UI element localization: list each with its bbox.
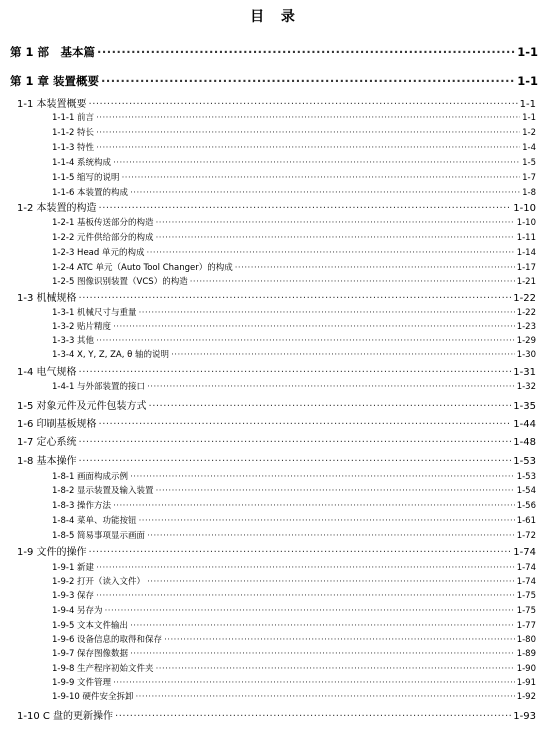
toc-label: 1-1-2 特长: [52, 128, 95, 138]
leader-dots: [99, 419, 512, 430]
leader-dots: [105, 606, 515, 616]
toc-page: 1-22: [513, 293, 536, 304]
leader-dots: [147, 531, 515, 541]
toc-label: 1-1-3 特性: [52, 143, 95, 153]
toc-page: 1-23: [516, 322, 536, 332]
toc-subsection[interactable]: [52, 575, 536, 587]
toc-label: 1-8-3 操作方法: [52, 501, 112, 511]
toc-subsection[interactable]: [52, 633, 536, 645]
toc-label: 1-9-5 文本文件输出: [52, 621, 129, 631]
toc-page: 1-10: [513, 203, 536, 214]
leader-dots: [96, 563, 515, 573]
toc-page: 1-48: [513, 437, 536, 448]
toc-subsection[interactable]: [52, 690, 536, 702]
toc-label: 1-2 本装置的构造: [17, 203, 97, 214]
toc-subsection[interactable]: [52, 662, 536, 674]
toc-page: 1-17: [516, 263, 536, 273]
toc-page: 1-1: [519, 99, 536, 110]
leader-dots: [147, 382, 515, 392]
toc-page: 1-32: [516, 382, 536, 392]
toc-page: 1-1: [517, 74, 538, 88]
toc-label: 1-3-3 其他: [52, 336, 95, 346]
toc-label: 1-3 机械规格: [17, 293, 77, 304]
toc-section[interactable]: [17, 95, 536, 110]
toc-section[interactable]: [17, 397, 536, 412]
toc-subsection[interactable]: [52, 647, 536, 659]
toc-page: 1-22: [516, 308, 536, 318]
toc-label: 1-8 基本操作: [17, 456, 77, 467]
toc-page: 1-75: [516, 591, 536, 601]
toc-page: 1-29: [516, 336, 536, 346]
toc-section[interactable]: [17, 199, 536, 214]
toc-label: 1-1-5 缩写的说明: [52, 173, 120, 183]
toc-label: 1-7 定心系统: [17, 437, 77, 448]
toc-page: 1-80: [516, 635, 536, 645]
toc-label: 第 1 章 装置概要: [10, 74, 100, 88]
leader-dots: [79, 437, 512, 448]
leader-dots: [113, 158, 520, 168]
toc-label: 1-9-4 另存为: [52, 606, 103, 616]
toc-label: 1-9-2 打开（读入文件）: [52, 577, 146, 587]
toc-label: 1-2-5 图像识别装置（VCS）的构造: [52, 277, 188, 287]
toc-subsection[interactable]: [52, 306, 536, 318]
toc-subsection[interactable]: [52, 171, 536, 183]
toc-label: 1-2-3 Head 单元的构成: [52, 248, 145, 258]
toc-page: 1-35: [513, 401, 536, 412]
toc-label: 1-1-6 本装置的构成: [52, 188, 129, 198]
toc-subsection[interactable]: [52, 186, 536, 198]
toc-subsection[interactable]: [52, 156, 536, 168]
toc-label: 1-10 C 盘的更新操作: [17, 711, 114, 722]
toc-subsection[interactable]: [52, 348, 536, 360]
toc-page: 1-14: [516, 248, 536, 258]
toc-subsection[interactable]: [52, 484, 536, 496]
leader-dots: [99, 203, 512, 214]
toc-section[interactable]: [17, 452, 536, 467]
toc-page: 1-21: [516, 277, 536, 287]
toc-label: 1-1-1 前言: [52, 113, 95, 123]
leader-dots: [130, 621, 515, 631]
toc-label: 1-2-2 元件供给部分的构成: [52, 233, 154, 243]
toc-subsection[interactable]: [52, 380, 536, 392]
toc-subsection[interactable]: [52, 514, 536, 526]
toc-subsection[interactable]: [52, 334, 536, 346]
toc-page: 1-75: [516, 606, 536, 616]
leader-dots: [89, 99, 518, 110]
toc-page: 1-54: [516, 486, 536, 496]
toc-page: 1-7: [522, 173, 536, 183]
leader-dots: [130, 188, 520, 198]
leader-dots: [79, 456, 512, 467]
toc-subsection[interactable]: [52, 111, 536, 123]
toc-subsection[interactable]: [52, 231, 536, 243]
toc-label: 1-6 印刷基板规格: [17, 419, 97, 430]
leader-dots: [190, 277, 515, 287]
toc-label: 1-1 本装置概要: [17, 99, 87, 110]
toc-label: 1-5 对象元件及元件包装方式: [17, 401, 147, 412]
toc-subsection[interactable]: [52, 275, 536, 287]
toc-label: 1-8-1 画面构成示例: [52, 472, 129, 482]
leader-dots: [96, 113, 520, 123]
leader-dots: [96, 143, 520, 153]
leader-dots: [113, 501, 515, 511]
toc-subsection[interactable]: [52, 604, 536, 616]
leader-dots: [113, 322, 515, 332]
toc-subsection[interactable]: [52, 676, 536, 688]
leader-dots: [156, 218, 515, 228]
toc-part-1[interactable]: [10, 44, 538, 60]
leader-dots: [156, 486, 515, 496]
toc-subsection[interactable]: [52, 589, 536, 601]
toc-page: 1-53: [513, 456, 536, 467]
toc-subsection[interactable]: [52, 216, 536, 228]
leader-dots: [235, 263, 515, 273]
toc-label: 1-8-4 菜单、功能按钮: [52, 516, 137, 526]
toc-page: 1-4: [522, 143, 536, 153]
toc-page: 1-44: [513, 419, 536, 430]
toc-page: 1-72: [516, 531, 536, 541]
toc-page: 1-74: [513, 547, 536, 558]
toc-label: 1-3-2 贴片精度: [52, 322, 112, 332]
toc-page: 1-74: [516, 563, 536, 573]
toc-label: 1-2-1 基板传送部分的构造: [52, 218, 154, 228]
toc-label: 1-9 文件的操作: [17, 547, 87, 558]
toc-section[interactable]: [17, 363, 536, 378]
toc-page: 1-1: [522, 113, 536, 123]
toc-section[interactable]: [17, 543, 536, 558]
toc-subsection[interactable]: [52, 619, 536, 631]
toc-label: 1-1-4 系统构成: [52, 158, 112, 168]
toc-label: 1-9-9 文件管理: [52, 678, 112, 688]
leader-dots: [122, 173, 521, 183]
leader-dots: [164, 635, 515, 645]
toc-subsection[interactable]: [52, 141, 536, 153]
toc-label: 1-2-4 ATC 单元（Auto Tool Changer）的构成: [52, 263, 233, 273]
toc-page: 1-74: [516, 577, 536, 587]
toc-label: 1-9-8 生产程序初始文件夹: [52, 664, 154, 674]
leader-dots: [89, 547, 512, 558]
leader-dots: [130, 472, 515, 482]
leader-dots: [115, 711, 511, 722]
toc-page: 1-31: [513, 367, 536, 378]
toc-page: 1-2: [522, 128, 536, 138]
toc-chapter-1[interactable]: [10, 73, 538, 89]
toc-label: 1-9-10 硬件安全拆卸: [52, 692, 134, 702]
toc-subsection[interactable]: [52, 499, 536, 511]
toc-subsection[interactable]: [52, 529, 536, 541]
toc-label: 1-9-6 设备信息的取得和保存: [52, 635, 163, 645]
toc-page: 1-10: [516, 218, 536, 228]
toc-section[interactable]: [17, 707, 536, 722]
leader-dots: [156, 233, 515, 243]
toc-page: 1-91: [516, 678, 536, 688]
leader-dots: [171, 350, 515, 360]
leader-dots: [113, 678, 515, 688]
toc-label: 1-9-1 新建: [52, 563, 95, 573]
leader-dots: [139, 308, 515, 318]
toc-page: 1-77: [516, 621, 536, 631]
leader-dots: [147, 248, 515, 258]
toc-page: 1-53: [516, 472, 536, 482]
leader-dots: [96, 591, 515, 601]
toc-subsection[interactable]: [52, 320, 536, 332]
toc-page: 1-8: [522, 188, 536, 198]
leader-dots: [96, 128, 520, 138]
leader-dots: [135, 692, 514, 702]
toc-label: 1-8-5 简易事项显示画面: [52, 531, 146, 541]
toc-page: 1-61: [516, 516, 536, 526]
toc-label: 1-3-1 机械尺寸与重量: [52, 308, 137, 318]
toc-label: 1-4-1 与外部装置的接口: [52, 382, 146, 392]
toc-page: 1-89: [516, 649, 536, 659]
toc-label: 1-3-4 X, Y, Z, ZA, θ 轴的说明: [52, 350, 170, 360]
leader-dots: [97, 45, 515, 59]
toc-page: 1-92: [516, 692, 536, 702]
toc-title: 目 录: [250, 9, 301, 25]
toc-section[interactable]: [17, 415, 536, 430]
toc-subsection[interactable]: [52, 246, 536, 258]
leader-dots: [149, 401, 512, 412]
toc-label: 1-4 电气规格: [17, 367, 77, 378]
toc-subsection[interactable]: [52, 126, 536, 138]
toc-page: 1-56: [516, 501, 536, 511]
toc-page: 1-30: [516, 350, 536, 360]
toc-page: 1-93: [513, 711, 536, 722]
toc-subsection[interactable]: [52, 261, 536, 273]
toc-page: 1-11: [516, 233, 536, 243]
leader-dots: [130, 649, 515, 659]
toc-page: 1-1: [517, 45, 538, 59]
toc-label: 1-8-2 显示装置及输入装置: [52, 486, 154, 496]
toc-label: 1-9-3 保存: [52, 591, 95, 601]
leader-dots: [96, 336, 515, 346]
leader-dots: [156, 664, 515, 674]
toc-page: 1-5: [522, 158, 536, 168]
toc-subsection[interactable]: [52, 561, 536, 573]
toc-page: 1-90: [516, 664, 536, 674]
toc-label: 第 1 部 基本篇: [10, 45, 96, 59]
leader-dots: [79, 293, 512, 304]
leader-dots: [147, 577, 515, 587]
leader-dots: [139, 516, 515, 526]
toc-subsection[interactable]: [52, 470, 536, 482]
leader-dots: [79, 367, 512, 378]
toc-section[interactable]: [17, 433, 536, 448]
toc-section[interactable]: [17, 289, 536, 304]
toc-label: 1-9-7 保存图像数据: [52, 649, 129, 659]
leader-dots: [101, 74, 515, 88]
